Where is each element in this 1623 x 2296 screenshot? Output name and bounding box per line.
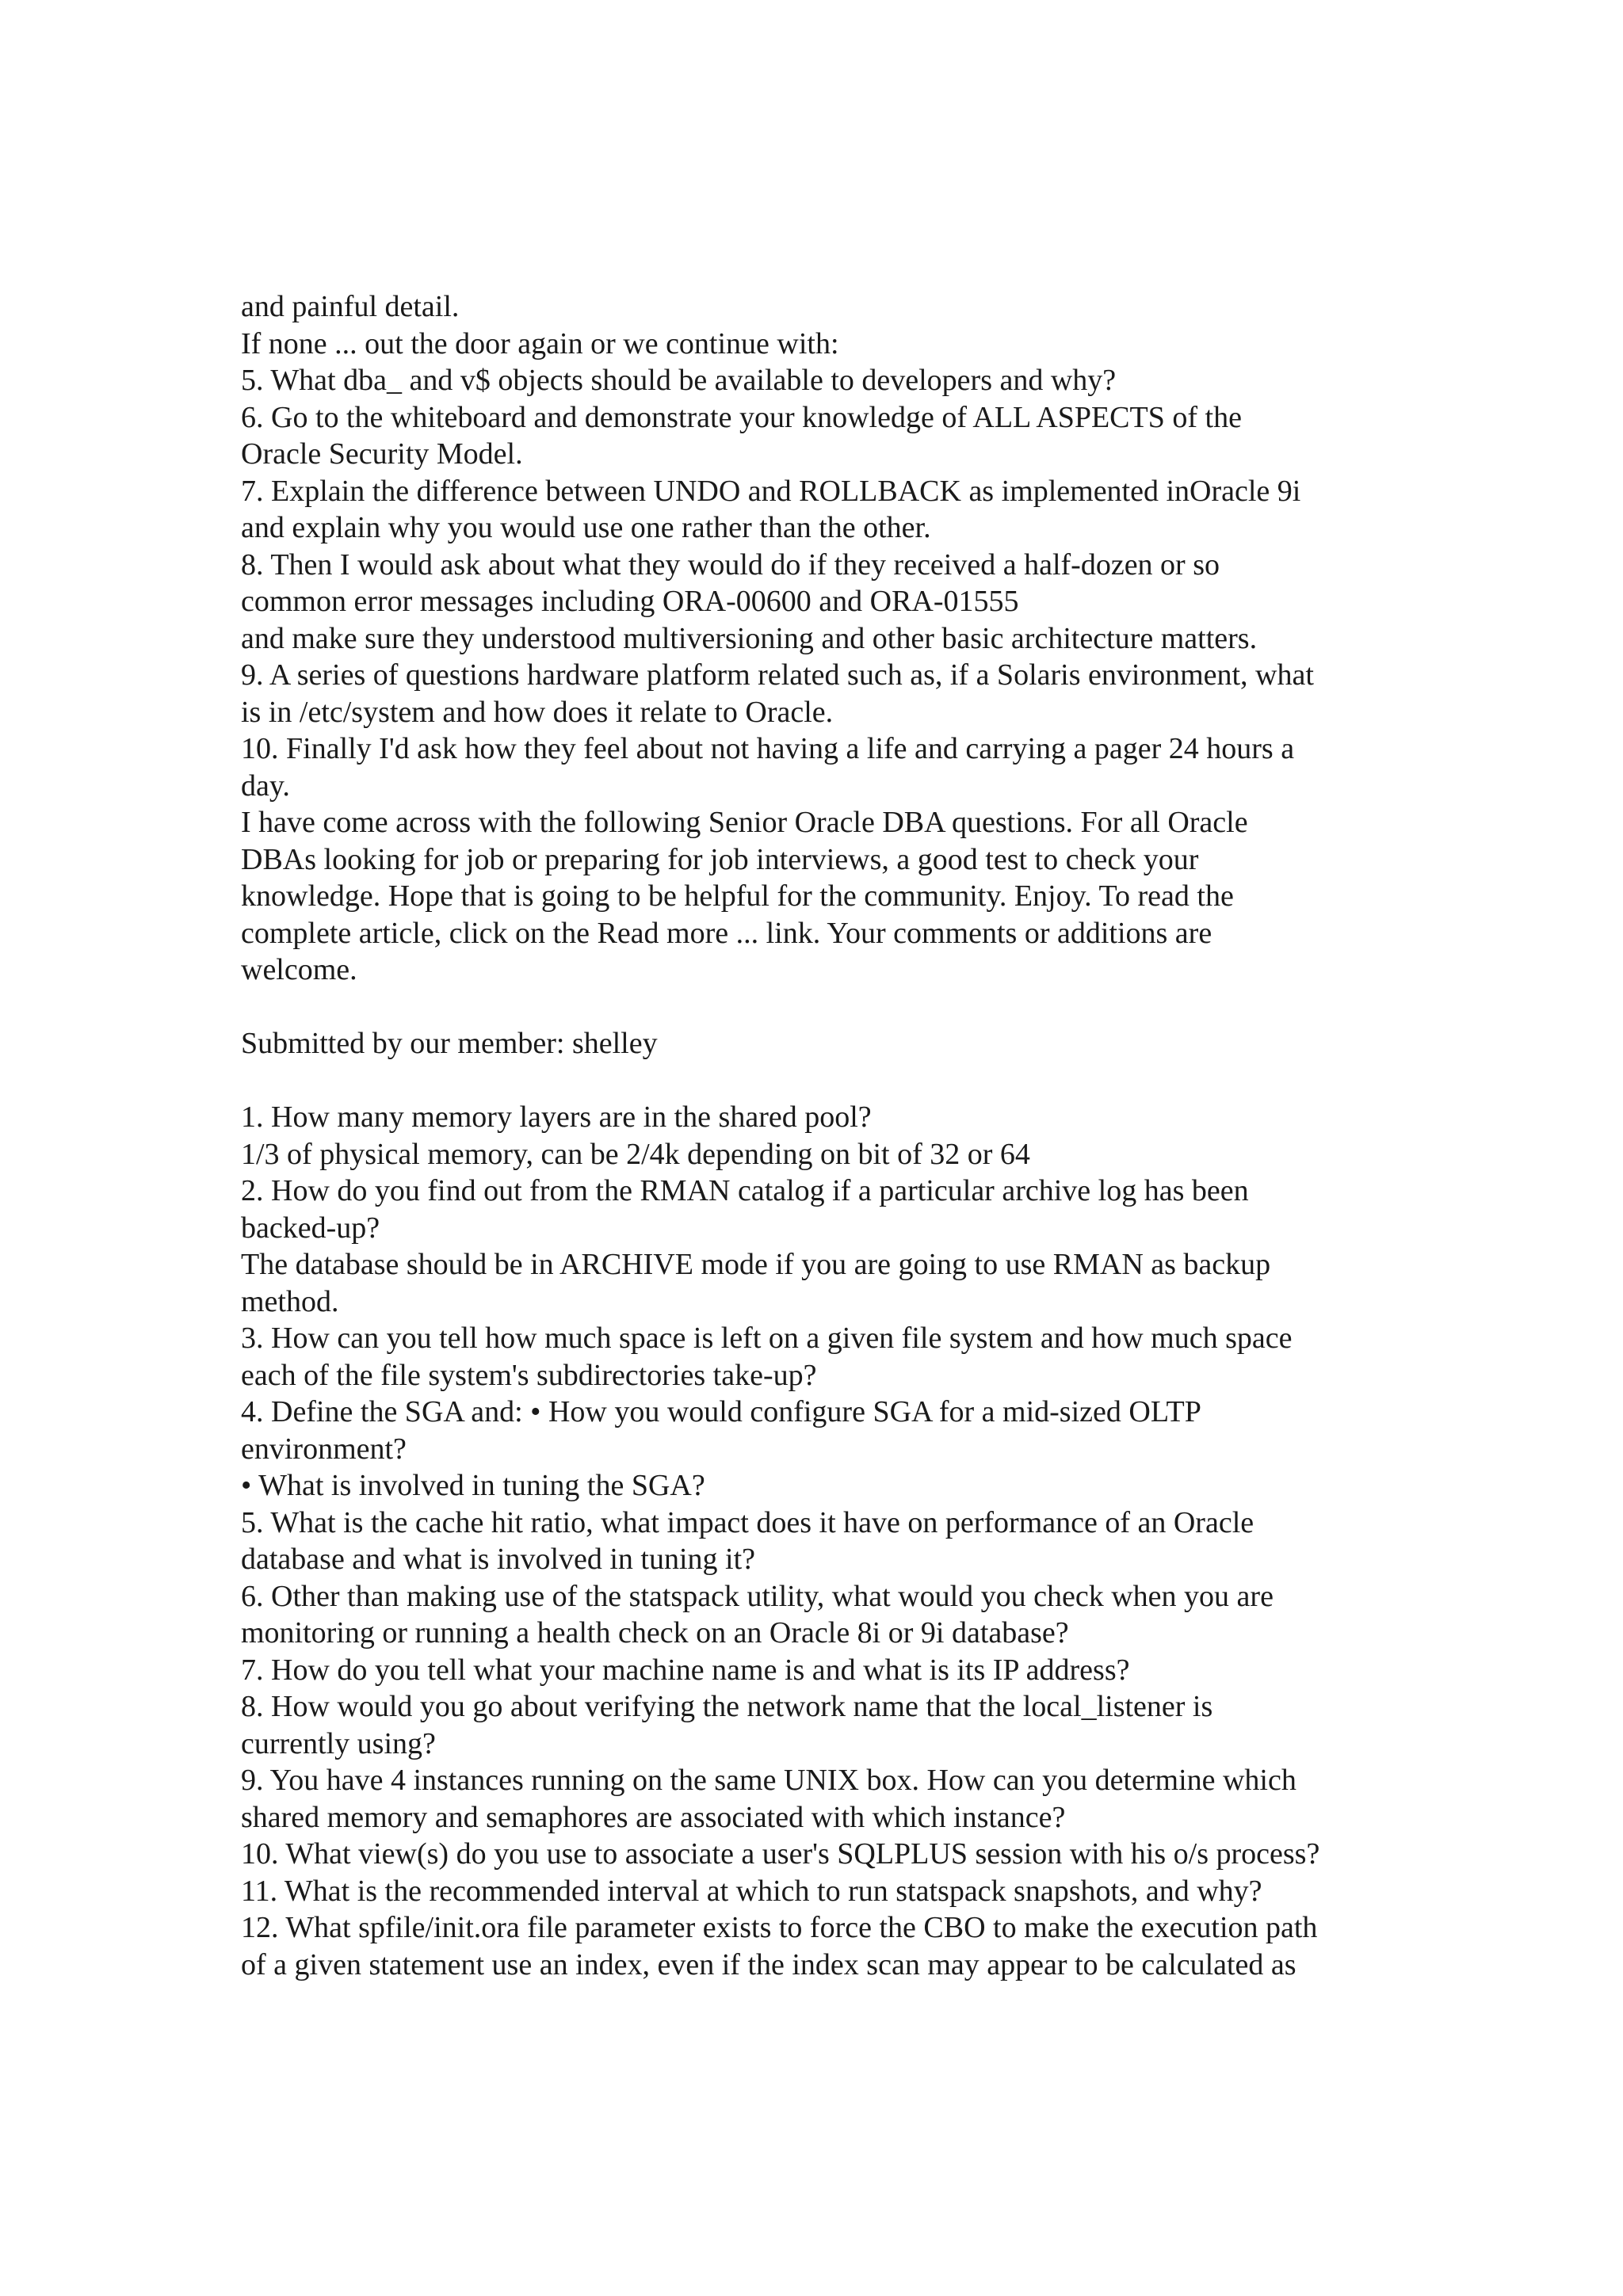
- text-line: 9. A series of questions hardware platform related such as, if a Solaris environment, what: [241, 658, 1314, 692]
- answer-line: The database should be in ARCHIVE mode if you are going to use RMAN as backup: [241, 1248, 1271, 1281]
- question-line: 9. You have 4 instances running on the same UNIX box. How can you determine which: [241, 1764, 1296, 1797]
- text-line: knowledge. Hope that is going to be helpful for the community. Enjoy. To read the: [241, 879, 1234, 913]
- question-line: currently using?: [241, 1726, 436, 1760]
- question-line: 5. What is the cache hit ratio, what impact does it have on performance of an Oracle: [241, 1505, 1254, 1539]
- text-line: 7. Explain the difference between UNDO and ROLLBACK as implemented inOracle 9i: [241, 474, 1301, 508]
- text-line: complete article, click on the Read more ... link. Your comments or additions are: [241, 916, 1212, 950]
- question-line: 10. What view(s) do you use to associate a user's SQLPLUS session with his o/s process?: [241, 1837, 1320, 1871]
- question-line: 2. How do you find out from the RMAN catalog if a particular archive log has been: [241, 1174, 1249, 1207]
- question-line: 8. How would you go about verifying the network name that the local_listener is: [241, 1690, 1213, 1723]
- question-line: 11. What is the recommended interval at which to run statspack snapshots, and why?: [241, 1874, 1262, 1908]
- question-line: of a given statement use an index, even if the index scan may appear to be calculated as: [241, 1947, 1296, 1981]
- question-line: database and what is involved in tuning it?: [241, 1543, 756, 1576]
- question-line: 4. Define the SGA and: • How you would configure SGA for a mid-sized OLTP: [241, 1395, 1201, 1428]
- text-line: and make sure they understood multiversioning and other basic architecture matters.: [241, 621, 1258, 655]
- text-line: I have come across with the following Senior Oracle DBA questions. For all Oracle: [241, 806, 1248, 839]
- text-line: Oracle Security Model.: [241, 437, 523, 471]
- text-line: welcome.: [241, 953, 357, 986]
- blank-line: [241, 1062, 1430, 1100]
- text-line: common error messages including ORA-00600 and ORA-01555: [241, 585, 1019, 618]
- text-line: and explain why you would use one rather than the other.: [241, 511, 931, 544]
- blank-line: [241, 989, 1430, 1026]
- question-line: monitoring or running a health check on an Oracle 8i or 9i database?: [241, 1616, 1069, 1650]
- question-line: shared memory and semaphores are associated with which instance?: [241, 1800, 1066, 1834]
- text-line: DBAs looking for job or preparing for job interviews, a good test to check your: [241, 842, 1199, 876]
- answer-line: 1/3 of physical memory, can be 2/4k depending on bit of 32 or 64: [241, 1137, 1030, 1171]
- submitted-by-line: Submitted by our member: shelley: [241, 1027, 658, 1060]
- question-line: 6. Other than making use of the statspack utility, what would you check when you are: [241, 1579, 1274, 1613]
- question-line: • What is involved in tuning the SGA?: [241, 1469, 705, 1502]
- text-line: is in /etc/system and how does it relate to Oracle.: [241, 695, 834, 729]
- question-line: environment?: [241, 1432, 407, 1466]
- answer-line: method.: [241, 1284, 339, 1318]
- question-line: 1. How many memory layers are in the shared pool?: [241, 1100, 872, 1134]
- question-line: backed-up?: [241, 1211, 380, 1245]
- question-line: 3. How can you tell how much space is left on a given file system and how much space: [241, 1322, 1293, 1355]
- text-line: 6. Go to the whiteboard and demonstrate your knowledge of ALL ASPECTS of the: [241, 400, 1242, 434]
- question-line: 7. How do you tell what your machine name is and what is its IP address?: [241, 1653, 1130, 1687]
- text-line: If none ... out the door again or we continue with:: [241, 326, 839, 360]
- text-line: 5. What dba_ and v$ objects should be available to developers and why?: [241, 364, 1117, 397]
- text-line: day.: [241, 769, 290, 803]
- document-body: [241, 288, 1430, 1983]
- text-line: and painful detail.: [241, 290, 460, 323]
- question-line: 12. What spfile/init.ora file parameter exists to force the CBO to make the execution path: [241, 1911, 1318, 1944]
- text-line: 8. Then I would ask about what they would do if they received a half-dozen or so: [241, 547, 1220, 582]
- text-line: 10. Finally I'd ask how they feel about not having a life and carrying a pager 24 hours a: [241, 732, 1295, 765]
- question-line: each of the file system's subdirectories take-up?: [241, 1358, 817, 1392]
